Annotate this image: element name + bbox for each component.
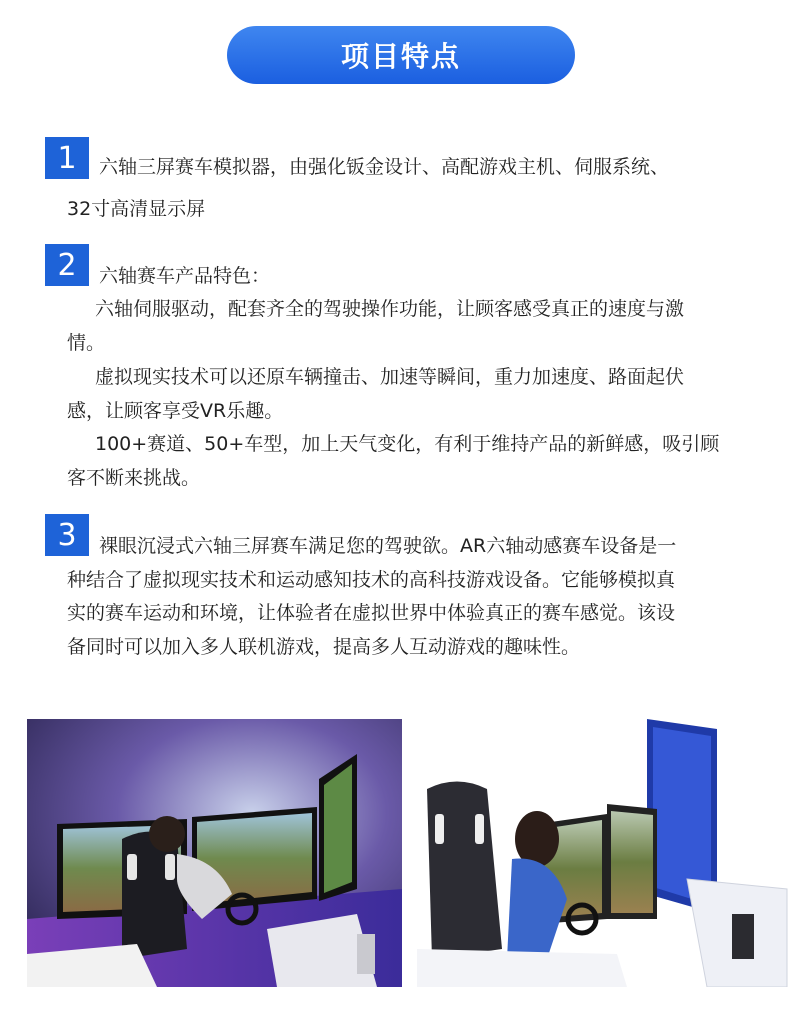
item-2-line-4: 感，让顾客享受VR乐趣。 bbox=[67, 400, 284, 422]
item-2-line-2: 情。 bbox=[67, 332, 106, 354]
item-3-line-1: 裸眼沉浸式六轴三屏赛车满足您的驾驶欲。AR六轴动感赛车设备是一 bbox=[99, 535, 677, 557]
item-2-line-5: 100+赛道、50+车型，加上天气变化，有利于维持产品的新鲜感，吸引顾 bbox=[95, 433, 720, 455]
racing-simulator-photo-left bbox=[27, 719, 402, 987]
item-2-line-1: 六轴伺服驱动，配套齐全的驾驶操作功能，让顾客感受真正的速度与激 bbox=[95, 298, 685, 320]
item-number-2: 2 bbox=[45, 244, 89, 286]
item-number-3: 3 bbox=[45, 514, 89, 556]
racing-simulator-photo-right bbox=[417, 719, 792, 987]
item-1-line-1: 六轴三屏赛车模拟器，由强化钣金设计、高配游戏主机、伺服系统、 bbox=[99, 156, 670, 178]
item-3-line-4: 备同时可以加入多人联机游戏，提高多人互动游戏的趣味性。 bbox=[67, 636, 581, 658]
section-title: 项目特点 bbox=[227, 26, 575, 84]
item-3-line-3: 实的赛车运动和环境，让体验者在虚拟世界中体验真正的赛车感觉。该设 bbox=[67, 602, 676, 624]
item-2-line-3: 虚拟现实技术可以还原车辆撞击、加速等瞬间，重力加速度、路面起伏 bbox=[95, 366, 685, 388]
item-1-line-2: 32寸高清显示屏 bbox=[67, 198, 206, 220]
item-2-heading: 六轴赛车产品特色： bbox=[99, 265, 271, 287]
item-2-line-6: 客不断来挑战。 bbox=[67, 467, 201, 489]
item-3-line-2: 种结合了虚拟现实技术和运动感知技术的高科技游戏设备。它能够模拟真 bbox=[67, 569, 676, 591]
item-number-1: 1 bbox=[45, 137, 89, 179]
